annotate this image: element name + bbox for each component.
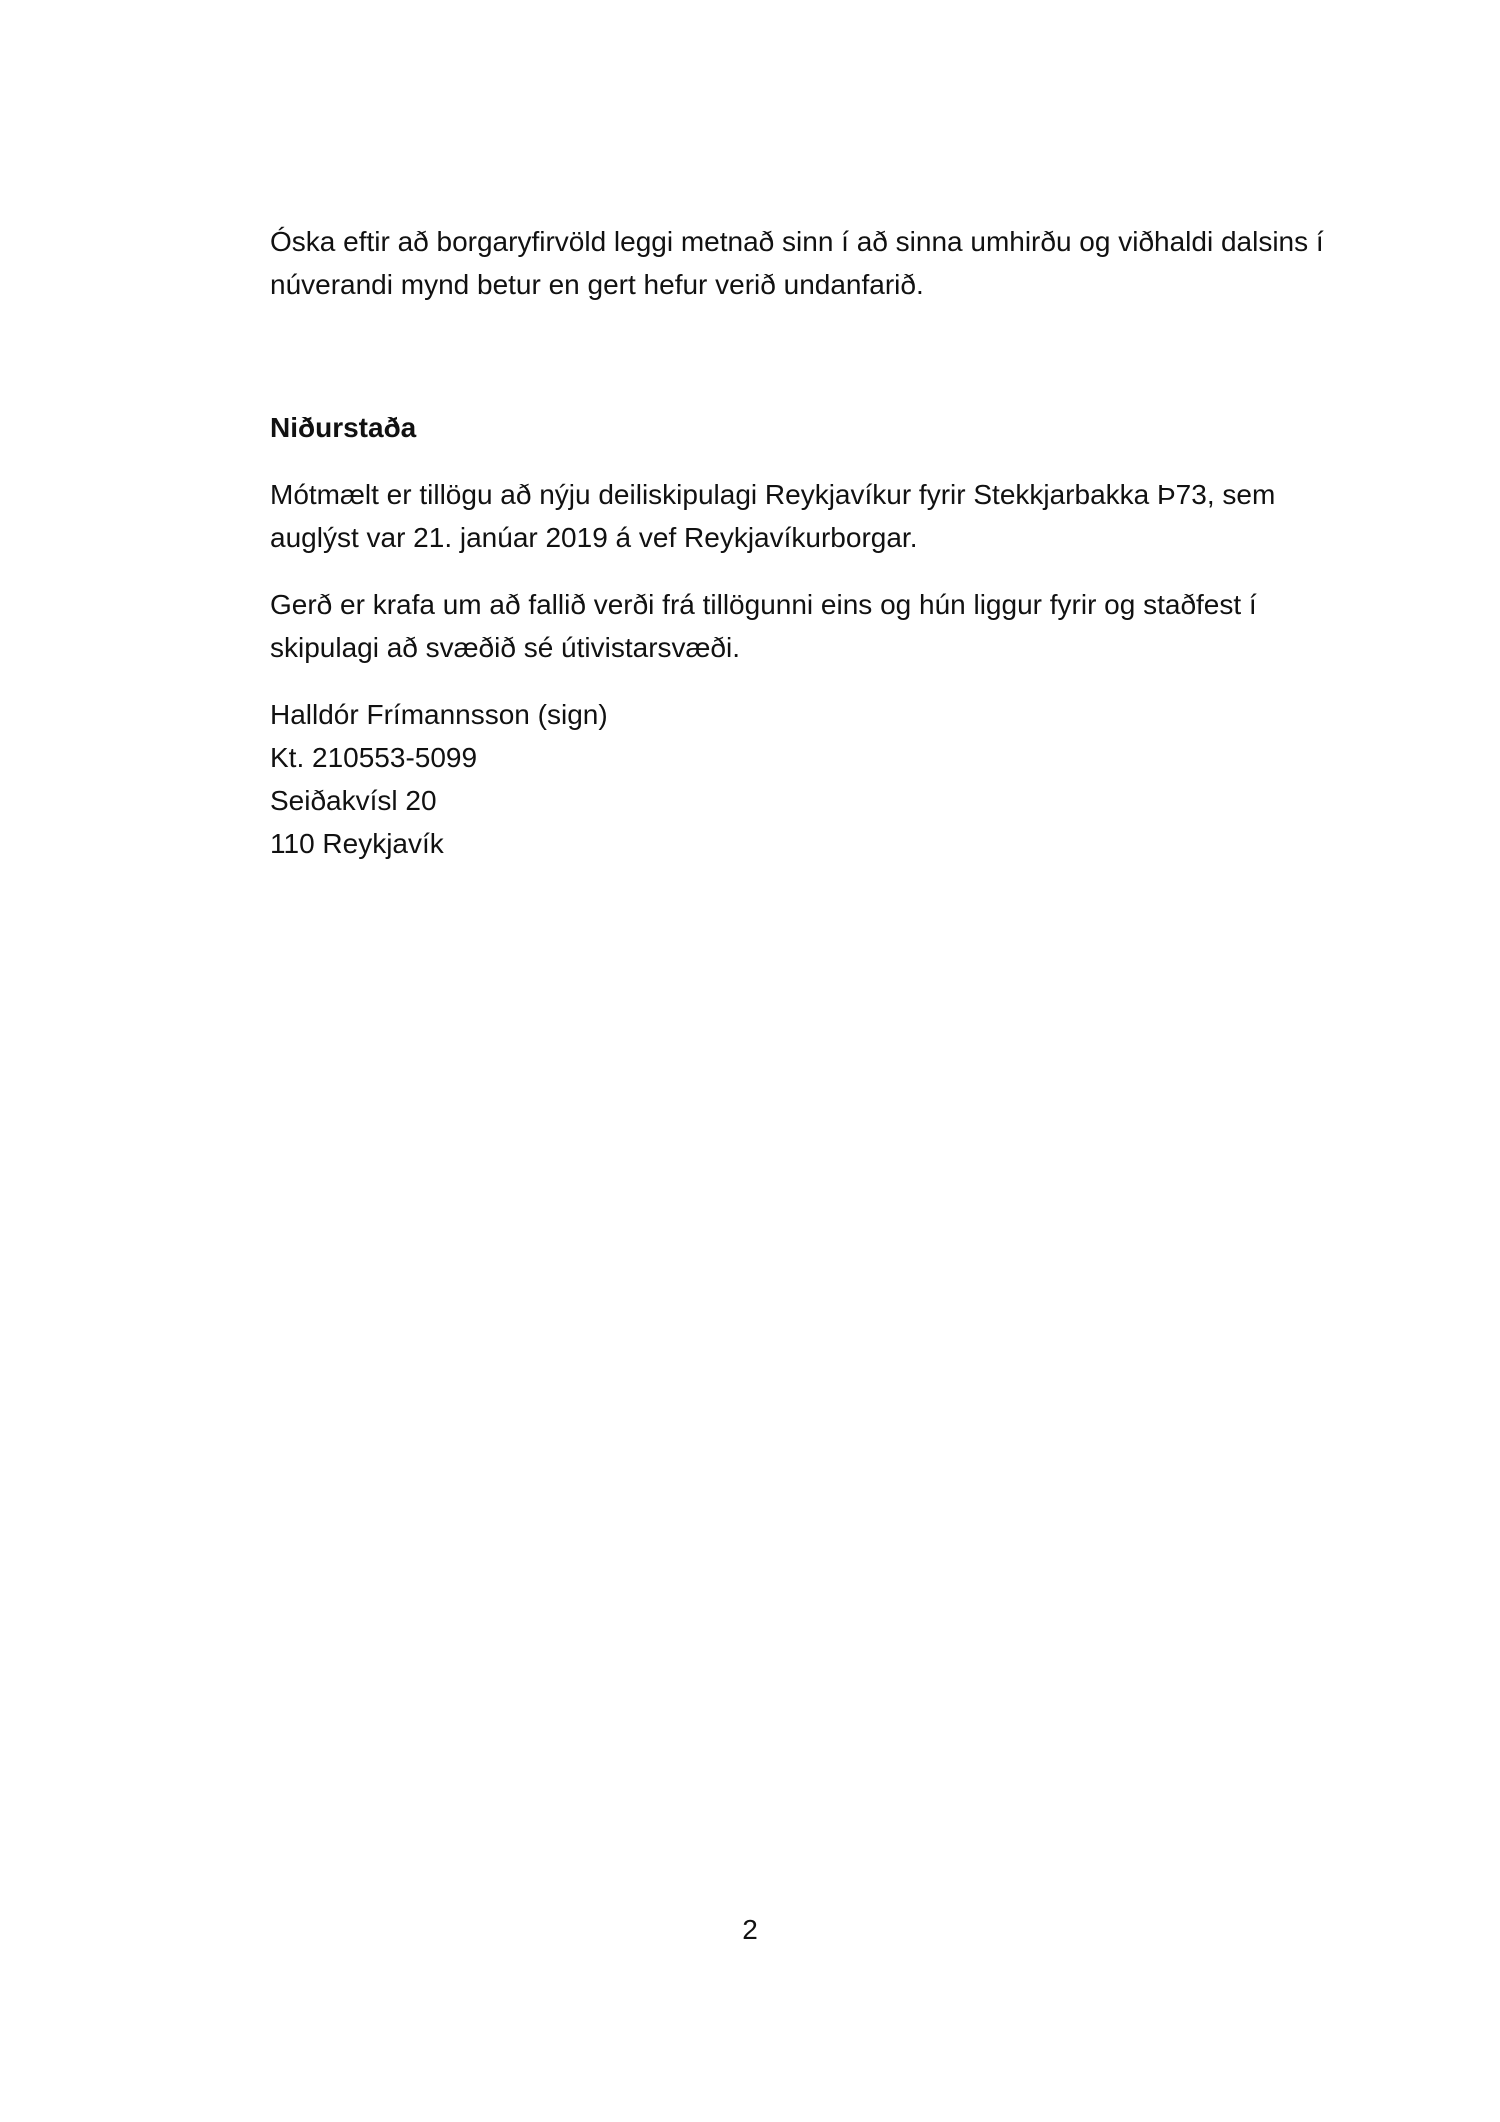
signature-kennitala: Kt. 210553-5099 bbox=[270, 742, 478, 773]
objection-paragraph bbox=[270, 473, 1330, 559]
page-number: 2 bbox=[742, 1914, 758, 1945]
demand-paragraph bbox=[270, 583, 1330, 669]
demand-line-1: Gerð er krafa um að fallið verði frá tillögunni eins og hún liggur fyrir og staðfest í bbox=[270, 589, 1257, 620]
objection-line-2: auglýst var 21. janúar 2019 á vef Reykjavíkurborgar. bbox=[270, 522, 918, 553]
document-body bbox=[270, 220, 1330, 865]
intro-paragraph bbox=[270, 220, 1330, 306]
section-heading: Niðurstaða bbox=[270, 412, 417, 443]
signature-name: Halldór Frímannsson (sign) bbox=[270, 699, 608, 730]
signature-city: 110 Reykjavík bbox=[270, 828, 444, 859]
objection-line-1: Mótmælt er tillögu að nýju deiliskipulagi Reykjavíkur fyrir Stekkjarbakka Þ73, sem bbox=[270, 479, 1276, 510]
signature-block bbox=[270, 693, 1330, 865]
intro-line-2: núverandi mynd betur en gert hefur verið undanfarið. bbox=[270, 269, 924, 300]
intro-line-1: Óska eftir að borgaryfirvöld leggi metnað sinn í að sinna umhirðu og viðhaldi dalsins í bbox=[270, 226, 1324, 257]
demand-line-2: skipulagi að svæðið sé útivistarsvæði. bbox=[270, 632, 740, 663]
signature-street: Seiðakvísl 20 bbox=[270, 785, 437, 816]
